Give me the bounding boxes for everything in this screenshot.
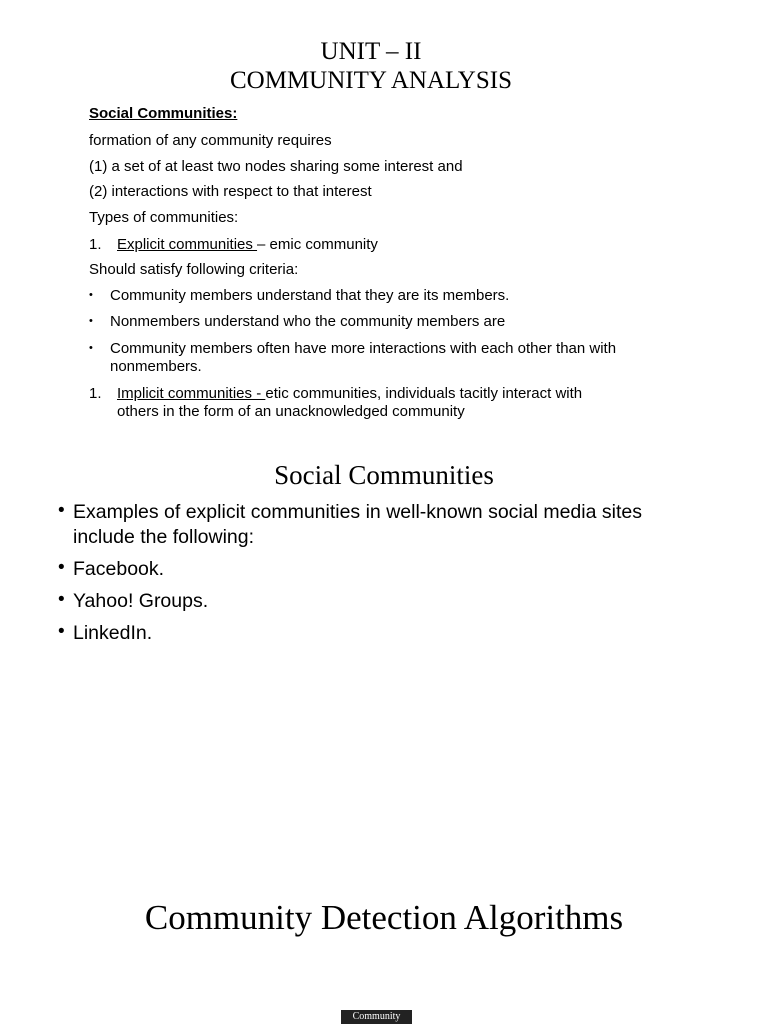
examples-text-continued: include the following: [73,526,255,548]
explicit-communities-item [117,236,378,254]
criteria-item: Community members understand that they are its members. [110,287,510,304]
slide-title: Community Detection Algorithms [144,898,624,937]
criteria-item: Community members often have more interactions with each other than with [110,340,617,357]
examples-text: Examples of explicit communities in well-known social media sites [73,501,642,523]
requirement-2: (2) interactions with respect to that interest [89,183,372,200]
example-facebook: Facebook. [73,558,165,580]
page-title: COMMUNITY ANALYSIS [229,67,512,94]
section-heading: Social Communities: [89,105,238,122]
implicit-communities-item [117,385,582,403]
bullet-icon: • [89,342,93,354]
criteria-item-continued: nonmembers. [110,358,202,375]
bullet-icon: • [89,289,93,301]
intro-text: formation of any community requires [89,132,332,149]
bullet-icon: • [58,589,65,610]
explicit-communities-desc: – emic community [257,236,378,253]
bullet-icon: • [58,557,65,578]
bullet-icon: • [58,500,65,521]
requirement-1: (1) a set of at least two nodes sharing some interest and [89,158,463,175]
list-number-1: 1. [89,385,102,402]
explicit-communities-term: Explicit communities [117,236,258,253]
unit-heading: UNIT – II [320,38,422,65]
example-linkedin: LinkedIn. [73,622,153,644]
implicit-communities-desc: etic communities, individuals tacitly interact with [265,385,583,402]
bullet-icon: • [58,621,65,642]
criteria-item: Nonmembers understand who the community members are [110,313,506,330]
implicit-communities-desc-continued: others in the form of an unacknowledged community [117,403,465,420]
example-yahoo-groups: Yahoo! Groups. [73,590,209,612]
types-label: Types of communities: [89,209,239,226]
list-number-1: 1. [89,236,102,253]
implicit-communities-term: Implicit communities - [117,385,266,402]
footer-tab: Community [341,1010,412,1024]
bullet-icon: • [89,315,93,327]
criteria-label: Should satisfy following criteria: [89,261,299,278]
section-title: Social Communities [274,460,494,490]
